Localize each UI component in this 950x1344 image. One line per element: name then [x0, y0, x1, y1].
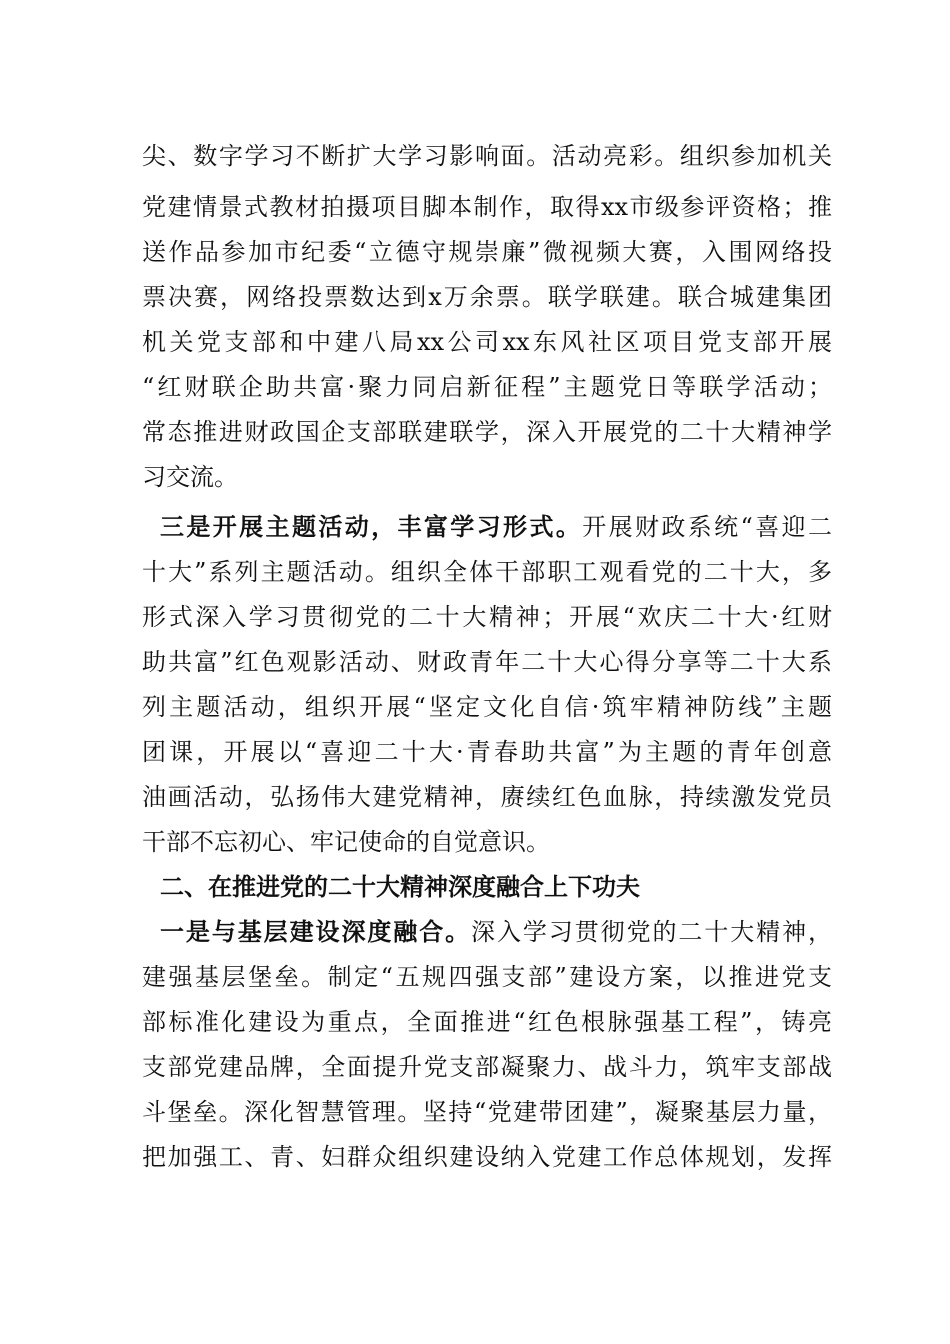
- paragraph-2-first-line-rest: 开展财政系统“喜迎二: [582, 513, 832, 541]
- paragraph-2-lead: 三是开展主题活动，丰富学习形式。: [160, 512, 583, 541]
- paragraph-2-line-5: 列主题活动，组织开展“坚定文化自信·筑牢精神防线”主题: [142, 693, 832, 721]
- paragraph-3-line-4: 支部党建品牌，全面提升党支部凝聚力、战斗力，筑牢支部战: [142, 1053, 832, 1081]
- paragraph-1-line-5: 机关党支部和中建八局xx公司xx东风社区项目党支部开展: [142, 328, 832, 356]
- paragraph-1-line-6: “红财联企助共富·聚力同启新征程”主题党日等联学活动；: [142, 373, 832, 401]
- paragraph-3-line-5: 斗堡垒。深化智慧管理。坚持“党建带团建”，凝聚基层力量，: [142, 1098, 832, 1126]
- paragraph-1-line-2: 党建情景式教材拍摄项目脚本制作，取得xx市级参评资格；推: [142, 193, 832, 221]
- paragraph-2-line-1: [142, 512, 832, 542]
- paragraph-2-line-7: 油画活动，弘扬伟大建党精神，赓续红色血脉，持续激发党员: [142, 783, 832, 811]
- paragraph-3-first-line-rest: 深入学习贯彻党的二十大精神，: [471, 918, 833, 946]
- paragraph-3-line-6: 把加强工、青、妇群众组织建设纳入党建工作总体规划，发挥: [142, 1143, 832, 1171]
- paragraph-3-line-3: 部标准化建设为重点，全面推进“红色根脉强基工程”，铸亮: [142, 1008, 832, 1036]
- paragraph-1-line-3: 送作品参加市纪委“立德守规崇廉”微视频大赛，入围网络投: [142, 238, 832, 266]
- paragraph-1-line-7: 常态推进财政国企支部联建联学，深入开展党的二十大精神学: [142, 418, 832, 446]
- paragraph-3-lead: 一是与基层建设深度融合。: [160, 917, 472, 946]
- paragraph-2-line-8: 干部不忘初心、牢记使命的自觉意识。: [142, 828, 550, 856]
- paragraph-2-line-6: 团课，开展以“喜迎二十大·青春助共富”为主题的青年创意: [142, 738, 832, 766]
- paragraph-2-line-2: 十大”系列主题活动。组织全体干部职工观看党的二十大，多: [142, 558, 832, 586]
- paragraph-3-line-2: 建强基层堡垒。制定“五规四强支部”建设方案，以推进党支: [142, 963, 832, 991]
- section-heading: 二、在推进党的二十大精神深度融合上下功夫: [160, 872, 640, 901]
- paragraph-3-line-1: [142, 917, 832, 947]
- paragraph-1-line-1: 尖、数字学习不断扩大学习影响面。活动亮彩。组织参加机关: [142, 142, 832, 170]
- paragraph-1-line-8: 习交流。: [142, 463, 238, 491]
- paragraph-2-line-3: 形式深入学习贯彻党的二十大精神；开展“欢庆二十大·红财: [142, 603, 832, 631]
- paragraph-2-line-4: 助共富”红色观影活动、财政青年二十大心得分享等二十大系: [142, 648, 832, 676]
- paragraph-1-line-4: 票决赛，网络投票数达到x万余票。联学联建。联合城建集团: [142, 283, 832, 311]
